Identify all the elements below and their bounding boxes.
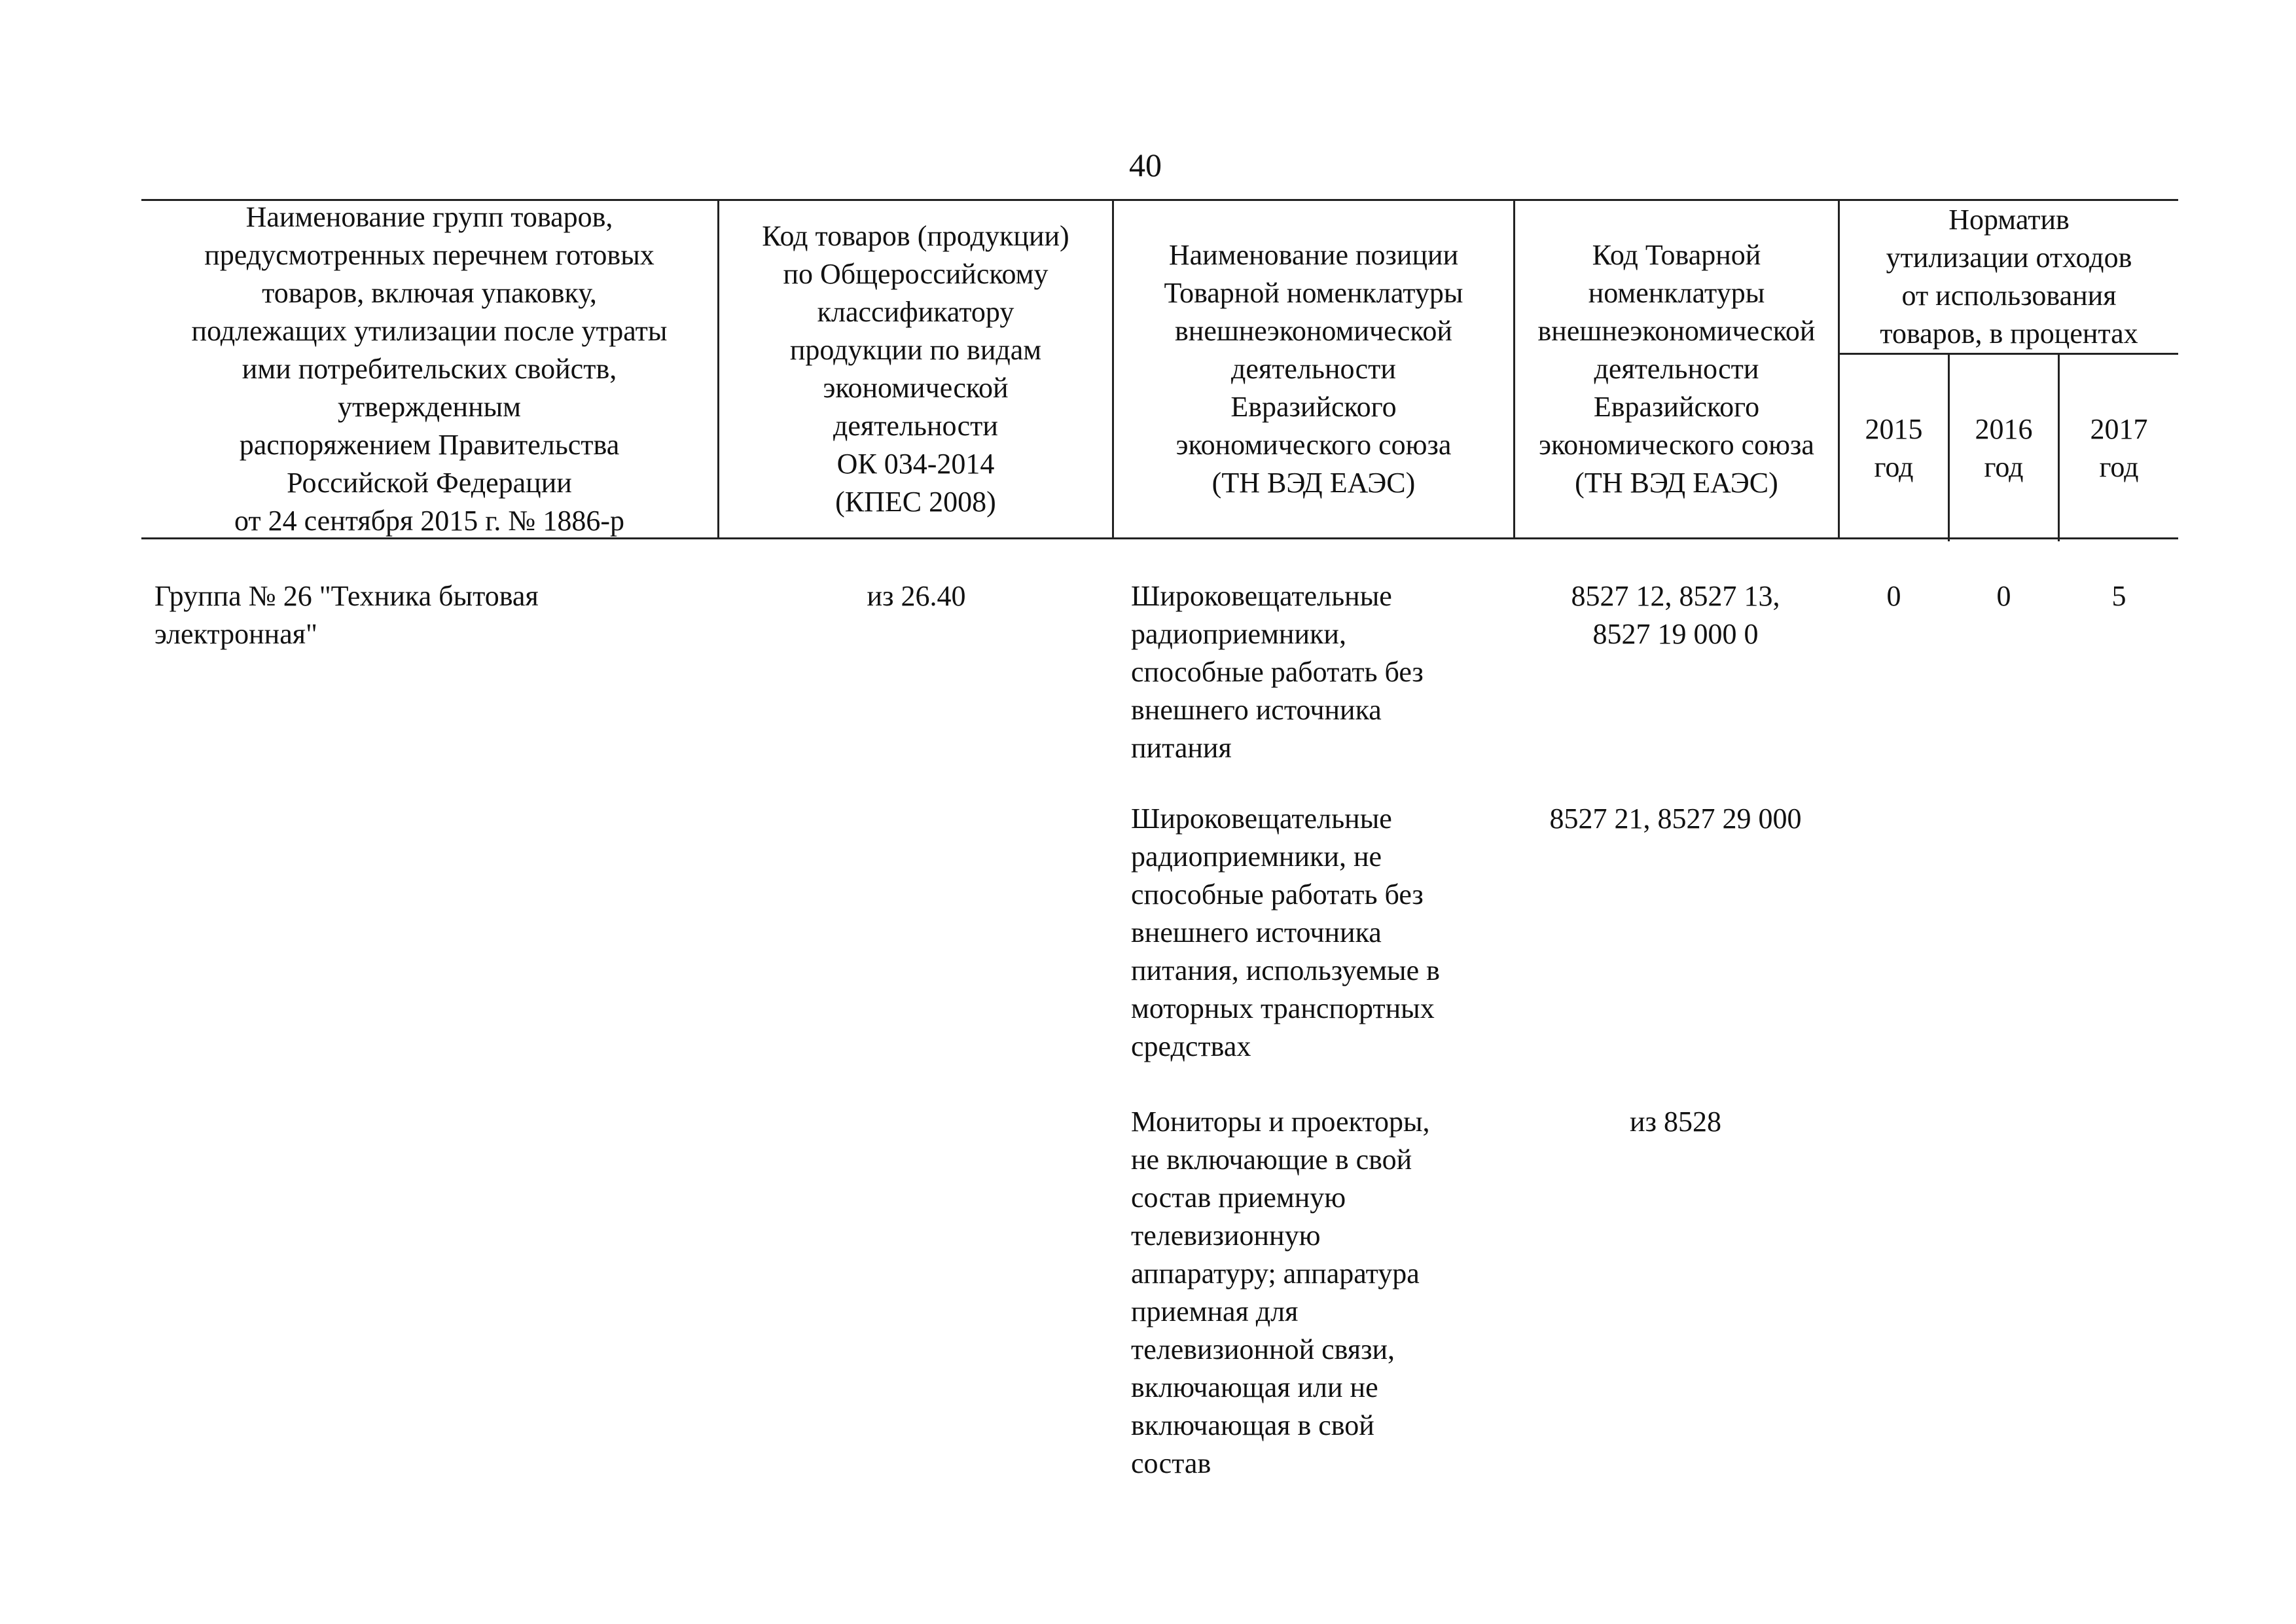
item-code: из 8528: [1630, 1106, 1721, 1138]
header-group-name: Наименование групп товаров, предусмотренных перечнем готовых товаров, включая упаковку, подлежащих утилизации после утраты ими потребительских свойств, утвержденным распоряжением Правительства Российской Федерации от 24 сентября 2015 г. № 1886-р: [191, 201, 668, 537]
item-value-2017: 5: [2111, 580, 2126, 612]
page-number: 40: [1129, 147, 1162, 183]
item-code: 8527 21, 8527 29 000: [1549, 803, 1802, 835]
header-tnved-code: Код Товарной номенклатуры внешнеэкономической деятельности Евразийского экономического союза (ТН ВЭД ЕАЭС): [1537, 239, 1816, 499]
header-year-2016: 2016 год: [1975, 412, 2033, 483]
header-year-2017: 2017 год: [2090, 412, 2148, 483]
item-name: Мониторы и проекторы, не включающие в свой состав приемную телевизионную аппаратуру; аппаратура приемная для телевизионной связи, включающая или не включающая в свой состав: [1131, 1106, 1430, 1479]
header-norm-title: Норматив утилизации отходов от использования товаров, в процентах: [1880, 204, 2138, 350]
group-name: Группа № 26 "Техника бытовая электронная": [154, 580, 539, 650]
table-header: [141, 199, 2178, 539]
header-okpd-code: Код товаров (продукции) по Общероссийскому классификатору продукции по видам экономической деятельности ОК 034-2014 (КПЕС 2008): [762, 220, 1069, 518]
header-tnved-name: Наименование позиции Товарной номенклатуры внешнеэкономической деятельности Евразийского экономического союза (ТН ВЭД ЕАЭС): [1164, 239, 1463, 499]
item-code: 8527 12, 8527 13, 8527 19 000 0: [1571, 580, 1780, 650]
header-year-2015: 2015 год: [1865, 412, 1923, 483]
header-norm-block: [1840, 201, 2178, 537]
item-name: Широковещательные радиоприемники, не способные работать без внешнего источника питания, используемые в моторных транспортных средствах: [1131, 803, 1440, 1062]
item-name: Широковещательные радиоприемники, способные работать без внешнего источника питания: [1131, 580, 1424, 764]
okpd-code: из 26.40: [867, 580, 966, 612]
item-value-2016: 0: [1996, 580, 2011, 612]
item-value-2015: 0: [1886, 580, 1901, 612]
